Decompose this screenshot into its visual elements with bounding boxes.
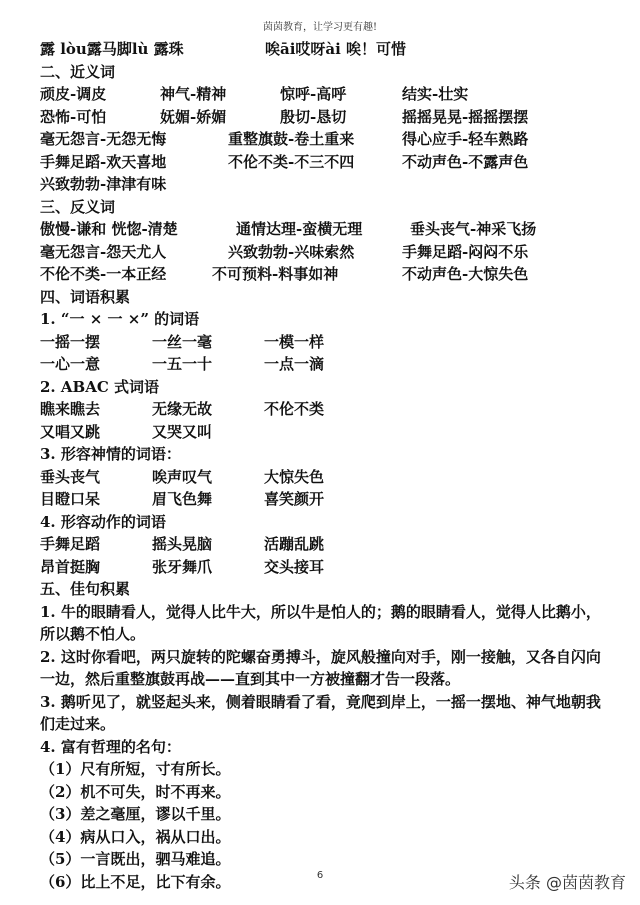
quote: （5）一言既出，驷马难追。	[40, 850, 231, 868]
word: 一模一样	[264, 332, 325, 351]
synonym-pair: 殷切-恳切	[280, 107, 347, 126]
word: 无缘无故	[152, 400, 213, 418]
word: 张牙舞爪	[152, 557, 213, 576]
section-title: 二、近义词	[40, 62, 116, 81]
quote-line	[40, 826, 610, 849]
subsection-label: 2. ABAC 式词语	[40, 377, 159, 396]
word: 目瞪口呆	[40, 490, 101, 508]
antonym-row	[40, 263, 610, 286]
document-body	[40, 38, 610, 893]
word: 眉飞色舞	[152, 490, 213, 508]
quote-line	[40, 803, 610, 826]
word: 喜笑颜开	[264, 490, 325, 508]
word-row	[40, 556, 610, 579]
sentence-paragraph: 1. 牛的眼睛看人，觉得人比牛大，所以牛是怕人的；鹅的眼睛看人，觉得人比鹅小，所以鹅不怕人。	[40, 602, 601, 643]
sentence-paragraph: 3. 鹅听见了，就竖起头来，侧着眼睛看了看，竟爬到岸上，一摇一摆地、神气地朝我们走过来。	[40, 692, 601, 733]
word: 手舞足蹈	[40, 535, 101, 553]
synonym-row	[40, 83, 610, 106]
section-title-sentences	[40, 578, 610, 601]
antonym-pair: 毫无怨言-怨天尤人	[40, 242, 167, 261]
subsection-label: 3. 形容神情的词语：	[40, 445, 181, 463]
synonym-pair: 毫无怨言-无怨无悔	[40, 130, 167, 148]
antonym-pair: 垂头丧气-神采飞扬	[410, 220, 537, 238]
section-title: 三、反义词	[40, 197, 116, 216]
subsection-label: 4. 形容动作的词语	[40, 512, 166, 531]
word: 昂首挺胸	[40, 557, 101, 576]
quote: （4）病从口入，祸从口出。	[40, 827, 231, 846]
subsection-title	[40, 511, 610, 534]
section-title-antonyms	[40, 196, 610, 219]
antonym-pair: 不可预料-料事如神	[212, 265, 339, 283]
word: 一丝一毫	[152, 332, 213, 351]
synonym-pair: 顽皮-调皮	[40, 85, 107, 103]
word-row	[40, 488, 610, 511]
section-title-synonyms	[40, 61, 610, 84]
antonym-pair: 兴致勃勃-兴味索然	[228, 242, 355, 261]
synonym-pair: 结实-壮实	[402, 85, 469, 103]
word: 唉声叹气	[152, 467, 213, 486]
word-row	[40, 466, 610, 489]
antonym-row	[40, 218, 610, 241]
synonym-row	[40, 128, 610, 151]
pronunciation-line	[40, 38, 610, 61]
synonym-pair: 惊呼-高呼	[280, 85, 347, 103]
synonym-pair: 兴致勃勃-津津有味	[40, 175, 167, 193]
synonym-row	[40, 151, 610, 174]
antonym-pair: 傲慢-谦和 恍惚-清楚	[40, 220, 178, 238]
page-header: 茵茵教育，让学习更有趣!	[262, 22, 378, 33]
synonym-pair: 手舞足蹈-欢天喜地	[40, 152, 167, 171]
word: 不伦不类	[264, 400, 325, 418]
synonym-pair: 不动声色-不露声色	[402, 152, 529, 171]
word-row	[40, 331, 610, 354]
subsection-title	[40, 443, 610, 466]
quote: （2）机不可失，时不再来。	[40, 782, 231, 801]
quote-line	[40, 848, 610, 871]
word: 一心一意	[40, 355, 101, 373]
section-title: 四、词语积累	[40, 287, 131, 306]
antonym-row	[40, 241, 610, 264]
word: 瞧来瞧去	[40, 400, 101, 418]
word: 又哭又叫	[152, 422, 213, 441]
subsection-title	[40, 308, 610, 331]
word: 一五一十	[152, 355, 213, 373]
antonym-pair: 通情达理-蛮横无理	[236, 220, 363, 238]
section-title-vocabulary	[40, 286, 610, 309]
quote-line	[40, 781, 610, 804]
word: 活蹦乱跳	[264, 535, 325, 553]
pron-ai: 唉āi哎呀ài 唉！可惜	[265, 40, 407, 58]
synonym-row	[40, 106, 610, 129]
quote: （1）尺有所短，寸有所长。	[40, 760, 231, 778]
word: 摇头晃脑	[152, 535, 213, 553]
sentence-paragraph: 2. 这时你看吧，两只旋转的陀螺奋勇搏斗，旋风般撞向对手，刚一接触，又各自闪向一边，然后重整旗鼓再战——直到其中一方被撞翻才告一段落。	[40, 647, 601, 688]
word: 大惊失色	[264, 467, 325, 486]
word: 一摇一摆	[40, 332, 101, 351]
word-row	[40, 421, 610, 444]
section-title: 五、佳句积累	[40, 580, 131, 598]
synonym-pair: 摇摇晃晃-摇摇摆摆	[402, 107, 529, 126]
word: 垂头丧气	[40, 467, 101, 486]
word: 一点一滴	[264, 355, 325, 373]
antonym-pair: 手舞足蹈-闷闷不乐	[402, 242, 529, 261]
word: 又唱又跳	[40, 422, 101, 441]
synonym-pair: 恐怖-可怕	[40, 107, 107, 126]
synonym-pair: 得心应手-轻车熟路	[402, 130, 529, 148]
synonym-pair: 妩媚-娇媚	[160, 107, 227, 126]
word-row	[40, 353, 610, 376]
word: 交头接耳	[264, 557, 325, 576]
quote-line	[40, 758, 610, 781]
subsection-title	[40, 376, 610, 399]
synonym-pair: 重整旗鼓-卷土重来	[228, 130, 355, 148]
pron-lu: 露 lòu露马脚lù 露珠	[40, 40, 184, 58]
word-row	[40, 533, 610, 556]
subsection-label: 1. “一 × 一 ×” 的词语	[40, 310, 200, 328]
synonym-pair: 神气-精神	[160, 85, 227, 103]
subsection-label: 4. 富有哲理的名句：	[40, 737, 181, 756]
antonym-pair: 不伦不类-一本正经	[40, 265, 167, 283]
subsection-title	[40, 736, 610, 759]
watermark: 头条 @茵茵教育	[508, 873, 626, 892]
quote: （6）比上不足，比下有余。	[40, 872, 231, 891]
word-row	[40, 398, 610, 421]
quote: （3）差之毫厘，谬以千里。	[40, 805, 231, 823]
page-number: 6	[316, 870, 324, 881]
synonym-pair: 不伦不类-不三不四	[228, 152, 355, 171]
antonym-pair: 不动声色-大惊失色	[402, 265, 529, 283]
synonym-row	[40, 173, 610, 196]
